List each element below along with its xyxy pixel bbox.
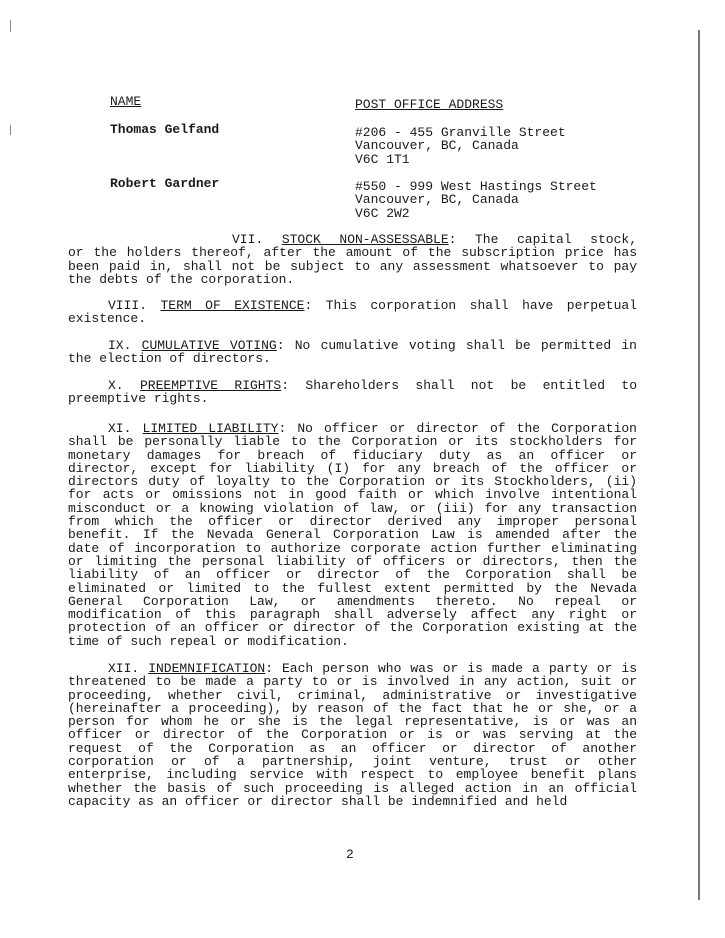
name-column-header: NAME: [110, 94, 142, 109]
body-line: enterprise, including service with respect to employee benefit plans: [68, 767, 637, 783]
body-line: misconduct or a knowing violation of law, or (iii) for any transaction: [68, 500, 637, 516]
address-line: Vancouver, BC, Canada: [355, 192, 519, 208]
person-name: Robert Gardner: [110, 176, 220, 191]
body-line: director, except for liability (I) for any breach of the officer or: [68, 460, 637, 476]
body-line: (hereinafter a proceeding), by reason of the fact that he or she, or a: [68, 700, 637, 716]
body-line: shall be personally liable to the Corporation or its stockholders for: [68, 434, 637, 450]
article-section: [68, 379, 637, 406]
body-line: or limiting the personal liability of officers or directors, then the: [68, 553, 637, 569]
article-section: [68, 339, 637, 366]
body-line: eliminated or limited to the fullest extent permitted by the Nevada: [68, 580, 637, 596]
section-heading-line: [68, 422, 637, 435]
article-section: [68, 233, 637, 286]
body-line: protection of an officer or director of the Corporation existing at the: [68, 620, 637, 636]
body-line: been paid in, shall not be subject to any assessment whatsoever to pay: [68, 258, 637, 274]
body-line: from which the officer or director derived any improper personal: [68, 514, 637, 530]
person-address: [355, 180, 597, 220]
section-heading-line: [68, 233, 637, 246]
body-line: time of such repeal or modification.: [68, 633, 349, 649]
body-line: or the holders thereof, after the amount of the subscription price has: [68, 245, 637, 261]
section-title: LIMITED LIABILITY: [142, 421, 279, 436]
body-line: corporation or of a partnership, joint venture, trust or other: [68, 754, 637, 770]
body-line: request of the Corporation as an officer or director of another: [68, 740, 637, 756]
body-line: modification of this paragraph shall adversely affect any right or: [68, 607, 637, 623]
body-line: person for whom he or she is the legal representative, is or was an: [68, 714, 637, 730]
page-number: 2: [346, 847, 354, 862]
body-line: date of incorporation to authorize corporate action further eliminating: [68, 540, 637, 556]
section-number: VII.: [232, 232, 264, 247]
body-line: directors duty of loyalty to the Corporation or its Stockholders, (ii): [68, 474, 637, 490]
article-section: [68, 662, 637, 808]
body-line: threatened to be made a party to or is involved in any action, suit or: [68, 674, 637, 690]
body-line: the debts of the corporation.: [68, 271, 295, 287]
article-section: [68, 422, 637, 648]
section-number: XII.: [108, 661, 140, 676]
scan-mark: [10, 20, 11, 32]
person-address: [355, 126, 566, 166]
section-heading-line: [68, 379, 637, 392]
section-text: : The capital stock,: [448, 232, 637, 247]
address-column-header: POST OFFICE ADDRESS: [355, 97, 504, 112]
body-line: for acts or omissions not in good faith or which involve intentional: [68, 487, 637, 503]
section-text: : This corporation shall have perpetual: [304, 298, 637, 313]
section-number: X.: [108, 378, 124, 393]
body-line: the election of directors.: [68, 351, 271, 367]
body-line: benefit. If the Nevada General Corporation Law is amended after the: [68, 527, 637, 543]
body-line: whether the basis of such proceeding is alleged action in an official: [68, 780, 637, 796]
scan-edge: [698, 30, 700, 900]
body-line: officer or director of the Corporation or is or was serving at the: [68, 727, 637, 743]
section-text: : No cumulative voting shall be permitted in: [276, 338, 637, 353]
section-text: : Each person who was or is made a party or is: [265, 661, 637, 676]
section-number: XI.: [108, 421, 132, 436]
body-line: existence.: [68, 311, 147, 327]
body-line: preemptive rights.: [68, 391, 209, 407]
body-line: capacity as an officer or director shall be indemnified and held: [68, 793, 568, 809]
section-title: PREEMPTIVE RIGHTS: [140, 378, 282, 393]
section-title: INDEMNIFICATION: [148, 661, 266, 676]
person-name: Thomas Gelfand: [110, 122, 220, 137]
section-heading-line: [68, 662, 637, 675]
section-heading-line: [68, 299, 637, 312]
section-text: : No officer or director of the Corporation: [278, 421, 637, 436]
address-line: #550 - 999 West Hastings Street: [355, 179, 597, 194]
section-title: CUMULATIVE VOTING: [141, 338, 277, 353]
address-line: Vancouver, BC, Canada: [355, 138, 519, 154]
address-line: #206 - 455 Granville Street: [355, 125, 566, 140]
section-number: IX.: [108, 338, 132, 353]
section-text: : Shareholders shall not be entitled to: [281, 378, 637, 393]
address-line: V6C 2W2: [355, 205, 410, 221]
article-section: [68, 299, 637, 326]
section-heading-line: [68, 339, 637, 352]
body-line: monetary damages for breach of fiduciary duty as an officer or: [68, 447, 637, 463]
body-line: liability of an officer or director of the Corporation shall be: [68, 567, 637, 583]
body-line: General Corporation Law, or amendments thereto. No repeal or: [68, 593, 637, 609]
section-title: STOCK NON-ASSESSABLE: [281, 232, 449, 247]
section-title: TERM OF EXISTENCE: [160, 298, 305, 313]
scan-mark: [10, 125, 11, 135]
body-line: proceeding, whether civil, criminal, administrative or investigative: [68, 687, 637, 703]
address-line: V6C 1T1: [355, 151, 410, 167]
section-number: VIII.: [108, 298, 148, 313]
